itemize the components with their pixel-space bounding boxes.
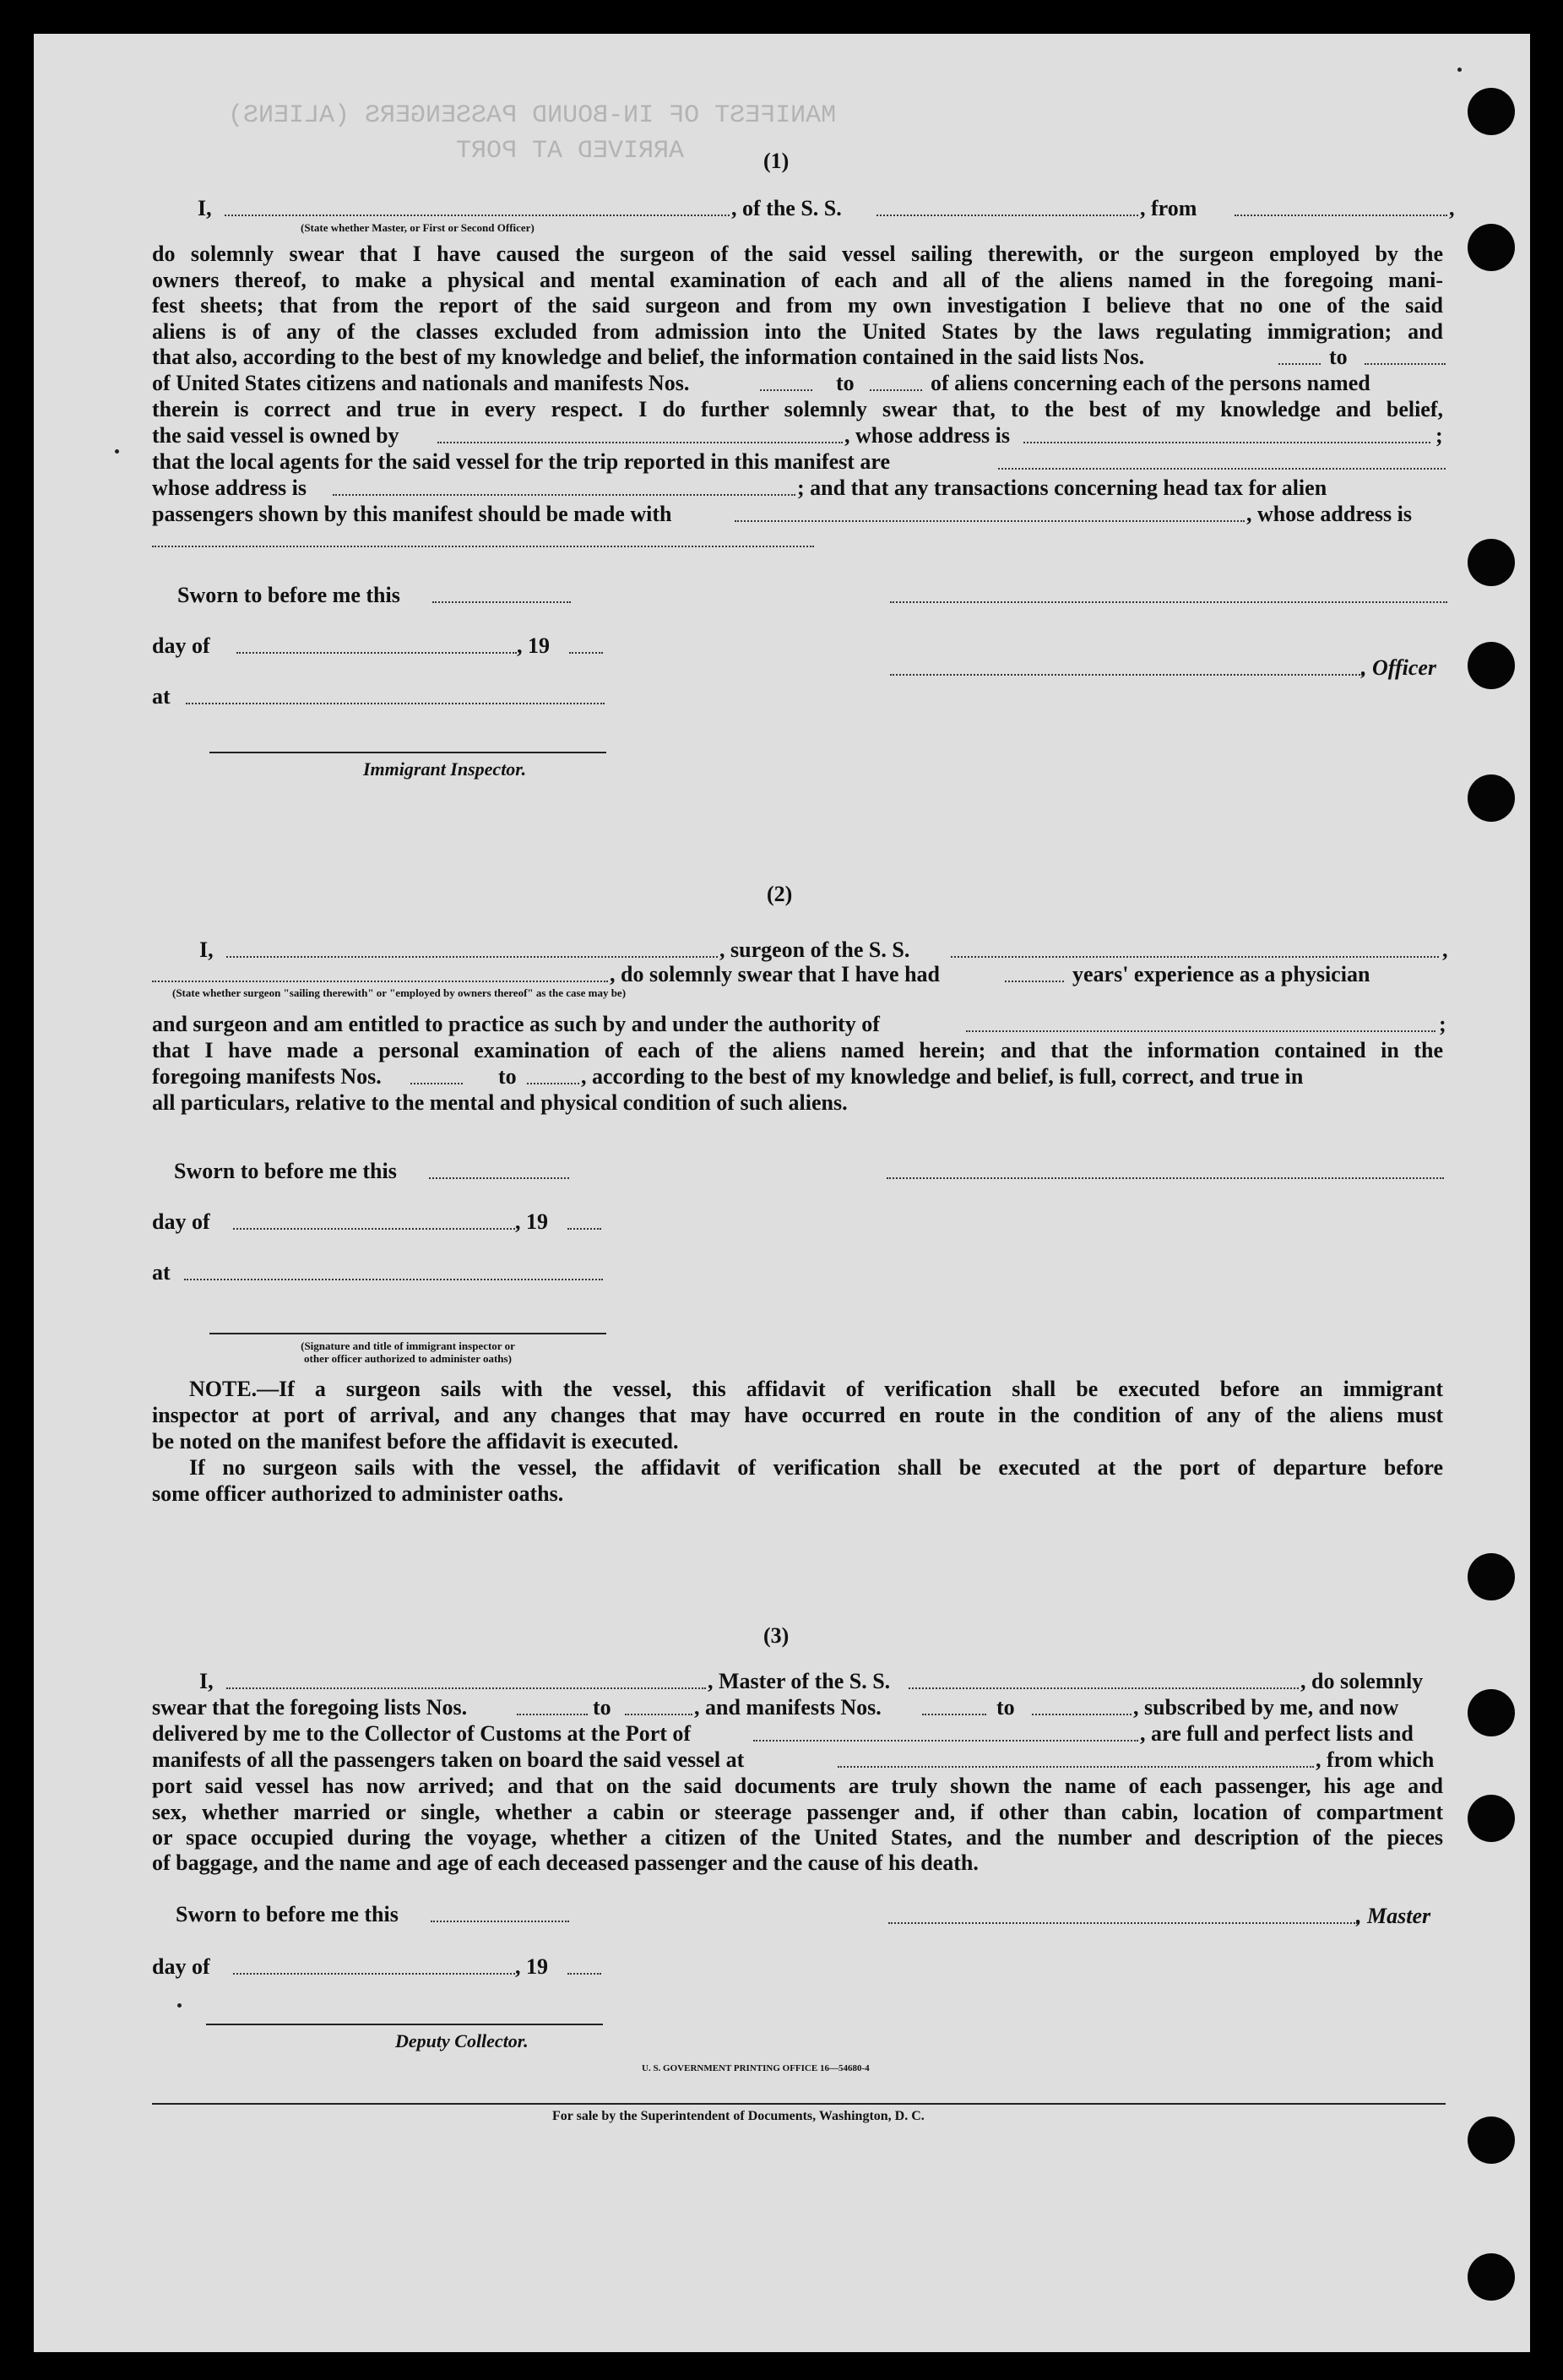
label: , from: [1140, 196, 1197, 220]
bleed-through-text: MANIFEST OF IN-BOUND PASSENGERS (ALIENS): [228, 101, 837, 130]
label: delivered by me to the Collector of Customs at the Port of: [152, 1721, 692, 1746]
punch-hole: [1468, 1689, 1515, 1736]
paragraph-line: fest sheets; that from the report of the said surgeon and from my own investigation I believe that no one of the said: [152, 293, 1443, 318]
surgeon-name-field[interactable]: [226, 956, 718, 958]
punch-hole: [1468, 88, 1515, 135]
oath-paragraph: [152, 242, 1443, 345]
from-port-field[interactable]: [1235, 215, 1447, 216]
collector-title: Deputy Collector.: [395, 2030, 529, 2051]
master-signature-line[interactable]: [888, 1922, 1358, 1924]
agents-address-field[interactable]: [333, 494, 795, 496]
year-field[interactable]: [567, 1973, 601, 1975]
boarding-port-field[interactable]: [838, 1766, 1314, 1768]
label: , subscribed by me, and now: [1133, 1695, 1399, 1720]
field-caption: other officer authorized to administer oaths): [304, 1352, 512, 1365]
manifests-from-field[interactable]: [922, 1714, 986, 1715]
label: , Master of the S. S.: [708, 1669, 891, 1693]
label: ;: [1435, 423, 1443, 448]
label: manifests of all the passengers taken on board the said vessel at: [152, 1747, 745, 1772]
sworn-date-field[interactable]: [429, 1177, 569, 1179]
label: of United States citizens and nationals and manifests Nos.: [152, 371, 690, 395]
punch-hole: [1468, 774, 1515, 822]
sale-notice: For sale by the Superintendent of Documents, Washington, D. C.: [552, 2109, 925, 2123]
collector-signature-line[interactable]: [206, 2024, 603, 2025]
section-number: (2): [767, 882, 793, 906]
head-tax-address-field[interactable]: [152, 546, 814, 547]
paragraph-line: port said vessel has now arrived; and that on the said documents are truly shown the name of each passenger, his age and: [152, 1774, 1443, 1798]
label: , surgeon of the S. S.: [719, 937, 910, 962]
dot-mark: [115, 449, 119, 454]
label: I,: [199, 937, 214, 962]
lists-to-field[interactable]: [625, 1714, 692, 1715]
manifests-from-field[interactable]: [760, 389, 812, 391]
inspector-signature-line[interactable]: [209, 752, 606, 753]
vessel-name-field[interactable]: [909, 1687, 1299, 1689]
manifests-to-field[interactable]: [527, 1083, 579, 1084]
paragraph-line: do solemnly swear that I have caused the surgeon of the said vessel sailing therewith, or the surgeon employed by the: [152, 242, 1443, 266]
paragraph-line: that I have made a personal examination of each of the aliens named herein; and that the information contained in the: [152, 1038, 1443, 1062]
section-number: (1): [763, 149, 790, 173]
label: that the local agents for the said vessel for the trip reported in this manifest are: [152, 449, 891, 474]
label: , and manifests Nos.: [694, 1695, 882, 1720]
surgeon-signature-line[interactable]: [887, 1177, 1444, 1179]
field-caption: (Signature and title of immigrant inspector or: [301, 1339, 515, 1352]
master-title: , Master: [1356, 1904, 1431, 1928]
inspector-title: Immigrant Inspector.: [363, 758, 527, 780]
label: ,: [1449, 196, 1455, 220]
label: at: [152, 1260, 171, 1285]
paragraph-line: be noted on the manifest before the affidavit is executed.: [152, 1429, 679, 1454]
paragraph-line: all particulars, relative to the mental and physical condition of such aliens.: [152, 1090, 848, 1115]
paragraph-line: owners thereof, to make a physical and mental examination of each and all of the aliens named in the foregoing mani-: [152, 267, 1443, 292]
label: to: [836, 371, 855, 395]
label: , do solemnly: [1300, 1669, 1424, 1693]
officer-name-line[interactable]: [890, 674, 1363, 676]
punch-hole: [1468, 2253, 1515, 2301]
officer-title: , Officer: [1361, 655, 1437, 680]
label: ; and that any transactions concerning head tax for alien: [797, 475, 1327, 500]
manifests-to-field[interactable]: [870, 389, 922, 391]
punch-hole: [1468, 1553, 1515, 1600]
paragraph-line: or space occupied during the voyage, whether a citizen of the United States, and the number and description of the pieces: [152, 1825, 1443, 1850]
manifests-from-field[interactable]: [410, 1083, 463, 1084]
label: , whose address is: [844, 423, 1011, 448]
dot-mark: [1457, 68, 1462, 72]
label: , from which: [1316, 1747, 1435, 1772]
label: of aliens concerning each of the persons named: [931, 371, 1370, 395]
owner-address-field[interactable]: [1023, 442, 1430, 443]
label: foregoing manifests Nos.: [152, 1064, 382, 1089]
officer-name-field[interactable]: [225, 215, 730, 216]
label: and surgeon and am entitled to practice as such by and under the authority of: [152, 1012, 880, 1036]
local-agents-field[interactable]: [998, 468, 1446, 470]
label: ,: [1442, 937, 1448, 962]
label: to: [498, 1064, 517, 1089]
oath-paragraph: [152, 1774, 1443, 1851]
field-caption: (State whether Master, or First or Second Officer): [301, 221, 535, 234]
label: swear that the foregoing lists Nos.: [152, 1695, 468, 1720]
day-of-field[interactable]: [236, 652, 517, 654]
note-paragraph: [152, 1377, 1443, 1403]
footer-rule: [152, 2103, 1446, 2105]
label: Sworn to before me this: [174, 1159, 397, 1183]
label: day of: [152, 1209, 210, 1234]
label: the said vessel is owned by: [152, 423, 399, 448]
paragraph-line: some officer authorized to administer oaths.: [152, 1481, 564, 1506]
lists-to-field[interactable]: [1365, 363, 1446, 365]
punch-hole: [1468, 1795, 1515, 1842]
label: day of: [152, 633, 210, 658]
paragraph-line: of baggage, and the name and age of each deceased passenger and the cause of his death.: [152, 1850, 979, 1875]
label: that also, according to the best of my knowledge and belief, the information contained in the said lists Nos.: [152, 345, 1145, 369]
paragraph-line: aliens is of any of the classes excluded from admission into the United States by the laws regulating immigration; and: [152, 318, 1443, 344]
vessel-name-field[interactable]: [951, 956, 1439, 958]
label: , of the S. S.: [731, 196, 842, 220]
day-of-field[interactable]: [233, 1973, 515, 1975]
label: Sworn to before me this: [176, 1902, 399, 1926]
label: years' experience as a physician: [1072, 962, 1370, 986]
punch-hole: [1468, 539, 1515, 586]
label: to: [1329, 345, 1348, 369]
port-field[interactable]: [753, 1740, 1138, 1742]
printer-imprint: U. S. GOVERNMENT PRINTING OFFICE 16—54680-4: [642, 2063, 870, 2073]
label: ;: [1439, 1012, 1446, 1036]
place-field[interactable]: [186, 703, 605, 704]
label: to: [593, 1695, 611, 1720]
vessel-name-field[interactable]: [876, 215, 1138, 216]
section-number: (3): [763, 1623, 790, 1648]
label: I,: [199, 1669, 214, 1693]
punch-hole: [1468, 642, 1515, 689]
manifests-to-field[interactable]: [1032, 1714, 1132, 1715]
punch-hole: [1468, 224, 1515, 271]
day-of-field[interactable]: [233, 1228, 515, 1230]
label: , are full and perfect lists and: [1140, 1721, 1414, 1746]
label: passengers shown by this manifest should be made with: [152, 502, 672, 526]
dot-mark: [177, 2003, 182, 2008]
paragraph-line: therein is correct and true in every respect. I do further solemnly swear that, to the best of my knowledge and belief,: [152, 397, 1443, 421]
paragraph-line: If no surgeon sails with the vessel, the affidavit of verification shall be executed at the port of departure before: [189, 1455, 1443, 1480]
years-experience-field[interactable]: [1005, 981, 1064, 982]
label: , 19: [515, 1209, 548, 1234]
label: at: [152, 684, 171, 709]
label: day of: [152, 1954, 210, 1979]
authority-field[interactable]: [966, 1030, 1435, 1032]
label: , 19: [515, 1954, 548, 1979]
label: to: [996, 1695, 1015, 1720]
place-field[interactable]: [184, 1279, 603, 1280]
label: I,: [198, 196, 212, 220]
punch-hole: [1468, 2116, 1515, 2164]
bleed-through-text: ARRIVED AT PORT: [456, 137, 685, 166]
officer-signature-line[interactable]: [890, 601, 1447, 603]
label: , according to the best of my knowledge and belief, is full, correct, and true in: [581, 1064, 1304, 1089]
inspector-signature-line[interactable]: [209, 1333, 606, 1334]
sworn-date-field[interactable]: [431, 1921, 569, 1922]
owner-field[interactable]: [437, 442, 843, 443]
paragraph-line: NOTE.—If a surgeon sails with the vessel, this affidavit of verification shall be executed before an immigrant: [189, 1377, 1443, 1401]
head-tax-party-field[interactable]: [735, 520, 1245, 522]
label: whose address is: [152, 475, 307, 500]
sworn-date-field[interactable]: [432, 601, 571, 603]
field-caption: (State whether surgeon "sailing therewith" or "employed by owners thereof" as the case may be): [172, 986, 627, 999]
form-page: [34, 34, 1530, 2352]
lists-from-field[interactable]: [517, 1714, 588, 1715]
paragraph-line: sex, whether married or single, whether a cabin or steerage passenger and, if other than cabin, location of compartment: [152, 1799, 1443, 1824]
lists-from-field[interactable]: [1278, 363, 1321, 365]
label: , whose address is: [1246, 502, 1413, 526]
label: , 19: [517, 633, 550, 658]
year-field[interactable]: [569, 652, 603, 654]
surgeon-status-field[interactable]: [152, 981, 608, 982]
paragraph-line: inspector at port of arrival, and any changes that may have occurred en route in the condition of any of the aliens must: [152, 1403, 1443, 1427]
year-field[interactable]: [567, 1228, 601, 1230]
master-name-field[interactable]: [226, 1687, 706, 1689]
label: Sworn to before me this: [177, 583, 400, 607]
label: , do solemnly swear that I have had: [610, 962, 941, 986]
